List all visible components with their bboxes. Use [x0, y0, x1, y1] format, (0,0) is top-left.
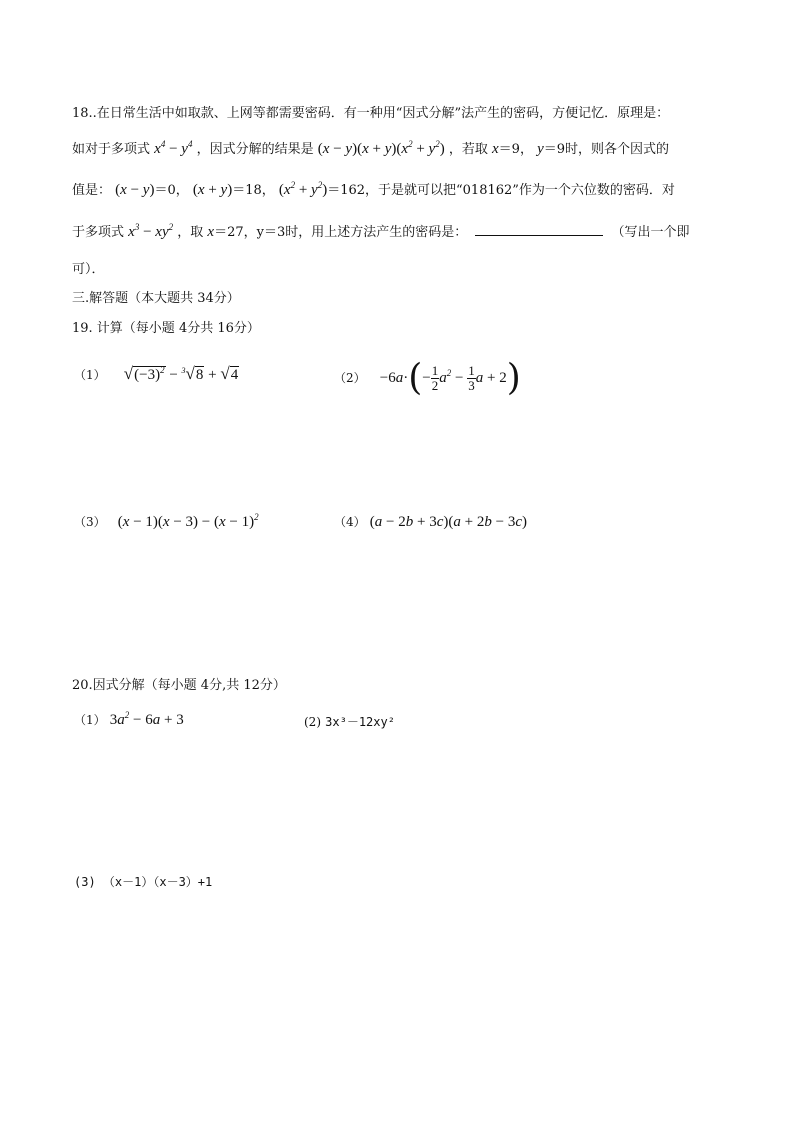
q18-text-4c: ＝27，y＝3时，用上述方法产生的密码是： [214, 225, 468, 240]
q19-item-3 [74, 512, 259, 533]
q20-title [72, 676, 286, 696]
q20-item-2-expression: 3x³－12xy² [325, 715, 395, 729]
q18-text-3a: 值是： [72, 183, 112, 198]
q18-text-2a: 如对于多项式 [72, 142, 151, 157]
q19-item-2-label: （2） [334, 370, 366, 385]
var-y: y [537, 141, 544, 157]
var-x: x [492, 141, 499, 157]
q19-item-1-label: （1） [74, 368, 106, 382]
answer-blank[interactable] [475, 222, 603, 236]
q18-text-4b: ，取 [177, 225, 204, 240]
q19-item-1 [74, 364, 239, 386]
q18-text-3d: ＝162，于是就可以把“018162”作为一个六位数的密码．对 [327, 183, 675, 198]
q19-item-3-expression: $(x - 1)(x - 3) - (x - 1)^2$ [117, 512, 259, 530]
q18-text-2d: ＝9， [498, 142, 533, 157]
q18-line-1 [72, 104, 669, 124]
q19-item-2 [334, 357, 521, 399]
q20-item-2 [304, 712, 395, 733]
q20-title-text: 20.因式分解（每小题 4分,共 12分） [72, 678, 286, 693]
q19-item-1-expression: $√(-3)^2 - ^3√8 + √4$ [123, 364, 239, 383]
q19-item-4 [334, 512, 527, 533]
q20-item-3 [74, 872, 212, 893]
q18-line-2 [72, 139, 669, 160]
q20-item-3-expression: (3) （x－1）（x－3）+1 [74, 875, 213, 889]
q18-line-3 [72, 180, 675, 201]
q19-title [72, 319, 260, 339]
factor-x2-plus-y2: $(x^2 + y^2)$ [278, 180, 328, 198]
q18-text-4a: 于多项式 [72, 225, 125, 240]
q18-line-4 [72, 222, 690, 243]
q18-text-1: 18..在日常生活中如取款、上网等都需要密码．有一种用“因式分解”法产生的密码，方便记忆．原理是： [72, 106, 670, 121]
q18-text-4d: （写出一个即 [611, 225, 690, 240]
q18-text-2e: ＝9时，则各个因式的 [543, 142, 670, 157]
q19-item-4-label: （4） [334, 515, 366, 529]
q19-item-4-expression: (a − 2b + 3c)(a + 2b − 3c) [369, 514, 527, 530]
factorization-result: $(x - y)(x + y)(x^2 + y^2)$ [317, 139, 445, 157]
polynomial-x3-xy2: $x^3 - xy^2$ [128, 222, 174, 240]
q20-item-1-label: （1） [74, 713, 106, 727]
polynomial-x4-y4: $x^4 - y^4$ [154, 139, 193, 157]
q19-title-text: 19. 计算（每小题 4分共 16分） [72, 321, 260, 336]
q18-text-2b: ，因式分解的结果是 [196, 142, 314, 157]
q20-item-1-expression: $3a^2 - 6a + 3$ [109, 710, 184, 728]
q18-line-5 [72, 260, 105, 280]
q19-item-2-expression: −6a·(− $\frac{1}{2}$ $a^2$ − $\frac{1}{3}$ a + 2) [379, 357, 521, 399]
q19-item-3-label: （3） [74, 515, 106, 529]
q20-item-1 [74, 710, 184, 731]
q18-text-2c: ，若取 [448, 142, 488, 157]
section-3-title-text: 三.解答题（本大题共 34分） [72, 291, 240, 306]
factor-x-plus-y: (x + y) [192, 182, 233, 198]
factor-x-minus-y: (x − y) [115, 182, 155, 198]
q20-item-2-label: (2) [304, 715, 321, 729]
section-3-title [72, 289, 240, 309]
var-x-2: x [207, 224, 215, 240]
q18-text-3b: ＝0， [154, 183, 189, 198]
q18-text-5: 可）． [72, 262, 105, 277]
q18-text-3c: ＝18， [232, 183, 275, 198]
